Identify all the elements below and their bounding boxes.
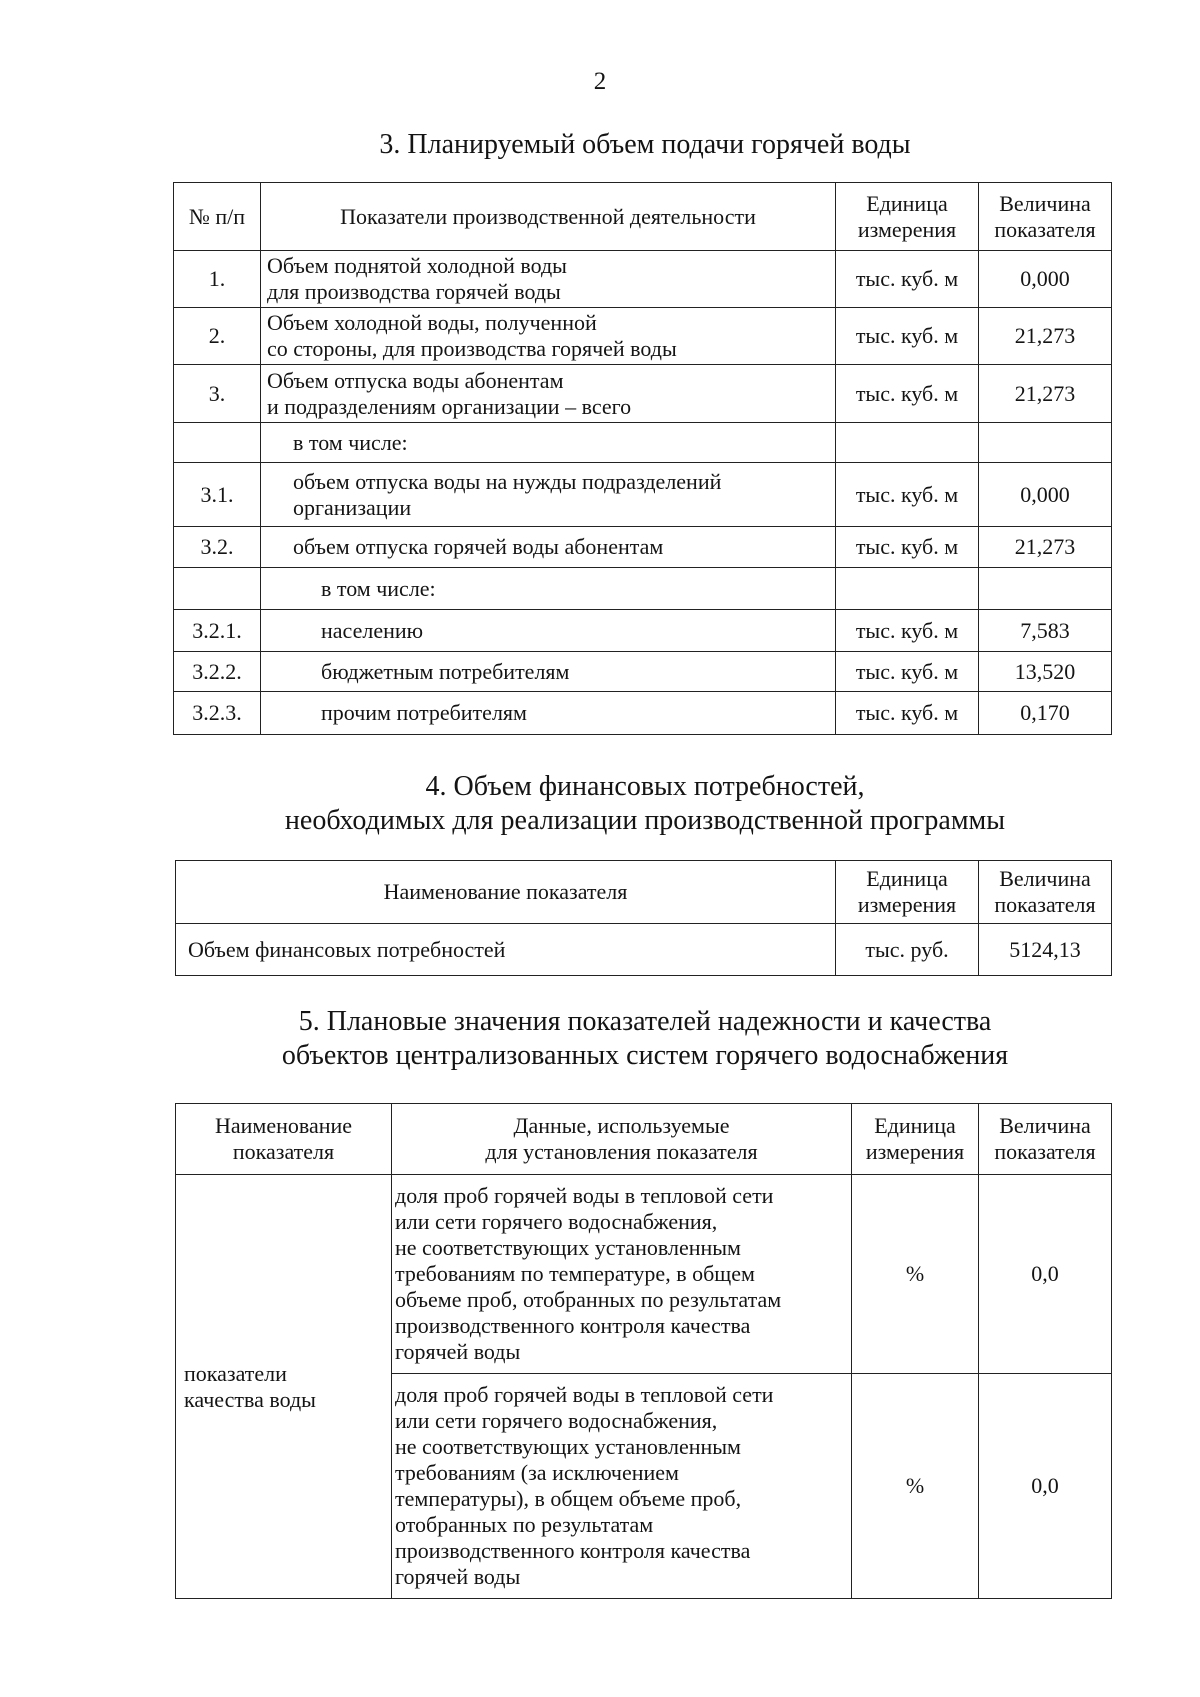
row-indicator: в том числе: [261, 423, 836, 463]
section-5-title [0, 1005, 1200, 1073]
row-unit: тыс. куб. м [836, 692, 979, 735]
hot-water-supply-table [173, 182, 1112, 735]
row-unit [836, 423, 979, 463]
table-row [174, 610, 1112, 652]
row-num: 1. [174, 251, 261, 308]
table-row [174, 251, 1112, 308]
table-header-row [176, 861, 1112, 924]
row-value: 21,273 [979, 527, 1112, 568]
table-row [174, 692, 1112, 735]
header-value: Величина показателя [979, 861, 1112, 924]
header-unit: Единица измерения [836, 861, 979, 924]
row-indicator: Объем отпуска воды абонентам и подразделениям организации – всего [261, 365, 836, 423]
section-5-title-line: 5. Плановые значения показателей надежности и качества [298, 1006, 992, 1037]
row-unit: тыс. куб. м [836, 251, 979, 308]
section-4-title [0, 770, 1200, 838]
header-unit: Единица измерения [852, 1104, 979, 1175]
row-indicator: в том числе: [261, 568, 836, 610]
table-header-row [176, 1104, 1112, 1175]
row-num: 2. [174, 308, 261, 365]
row-unit: тыс. куб. м [836, 527, 979, 568]
row-unit: тыс. куб. м [836, 463, 979, 527]
row-data: доля проб горячей воды в тепловой сети или сети горячего водоснабжения, не соответствующих установленным требованиям (за исключением температуры), в общем объеме проб, отобранных по результатам производственного контроля качества горячей воды [392, 1374, 852, 1599]
table-row [174, 527, 1112, 568]
row-value [979, 568, 1112, 610]
row-num: 3.2. [174, 527, 261, 568]
row-indicator: бюджетным потребителям [261, 652, 836, 692]
page-number: 2 [593, 68, 607, 95]
table-row [174, 423, 1112, 463]
row-unit: тыс. куб. м [836, 365, 979, 423]
header-value: Величина показателя [979, 1104, 1112, 1175]
row-value: 13,520 [979, 652, 1112, 692]
table-row [174, 365, 1112, 423]
header-num: № п/п [174, 183, 261, 251]
row-data: доля проб горячей воды в тепловой сети или сети горячего водоснабжения, не соответствующих установленным требованиям по температуре, в общем объеме проб, отобранных по результатам производственного контроля качества горячей воды [392, 1175, 852, 1374]
quality-indicators-table [175, 1103, 1112, 1599]
row-num: 3.2.1. [174, 610, 261, 652]
table-row [174, 568, 1112, 610]
row-indicator: населению [261, 610, 836, 652]
row-value: 21,273 [979, 308, 1112, 365]
row-value: 5124,13 [979, 924, 1112, 976]
section-3-title [0, 128, 1200, 162]
header-unit: Единица измерения [836, 183, 979, 251]
row-unit: тыс. куб. м [836, 652, 979, 692]
row-value: 21,273 [979, 365, 1112, 423]
row-unit: тыс. куб. м [836, 308, 979, 365]
header-name: Наименование показателя [176, 1104, 392, 1175]
row-num [174, 423, 261, 463]
row-indicator: объем отпуска горячей воды абонентам [261, 527, 836, 568]
row-value: 0,0 [979, 1175, 1112, 1374]
header-indicator: Показатели производственной деятельности [261, 183, 836, 251]
row-unit [836, 568, 979, 610]
table-row [174, 652, 1112, 692]
row-unit: % [852, 1374, 979, 1599]
row-indicator: объем отпуска воды на нужды подразделений организации [261, 463, 836, 527]
table-header-row [174, 183, 1112, 251]
row-num: 3. [174, 365, 261, 423]
header-name: Наименование показателя [176, 861, 836, 924]
header-value: Величина показателя [979, 183, 1112, 251]
row-num: 3.2.2. [174, 652, 261, 692]
financial-needs-table [175, 860, 1112, 976]
row-indicator: Объем холодной воды, полученной со стороны, для производства горячей воды [261, 308, 836, 365]
row-unit: % [852, 1175, 979, 1374]
section-3-title-text: 3. Планируемый объем подачи горячей воды [379, 129, 911, 160]
row-num: 3.2.3. [174, 692, 261, 735]
row-indicator: Объем поднятой холодной воды для производства горячей воды [261, 251, 836, 308]
row-num [174, 568, 261, 610]
table-row [176, 924, 1112, 976]
section-5-title-line: объектов централизованных систем горячего водоснабжения [281, 1040, 1009, 1071]
row-value [979, 423, 1112, 463]
row-value: 0,0 [979, 1374, 1112, 1599]
section-4-title-line: необходимых для реализации производственной программы [284, 805, 1006, 836]
row-value: 0,170 [979, 692, 1112, 735]
row-value: 0,000 [979, 251, 1112, 308]
row-indicator: прочим потребителям [261, 692, 836, 735]
row-value: 7,583 [979, 610, 1112, 652]
table-row [176, 1175, 1112, 1374]
row-value: 0,000 [979, 463, 1112, 527]
row-name: Объем финансовых потребностей [176, 924, 836, 976]
row-unit: тыс. куб. м [836, 610, 979, 652]
group-name: показатели качества воды [176, 1175, 392, 1599]
header-data: Данные, используемые для установления показателя [392, 1104, 852, 1175]
table-row [174, 463, 1112, 527]
table-row [174, 308, 1112, 365]
row-num: 3.1. [174, 463, 261, 527]
section-4-title-line: 4. Объем финансовых потребностей, [425, 771, 865, 802]
row-unit: тыс. руб. [836, 924, 979, 976]
